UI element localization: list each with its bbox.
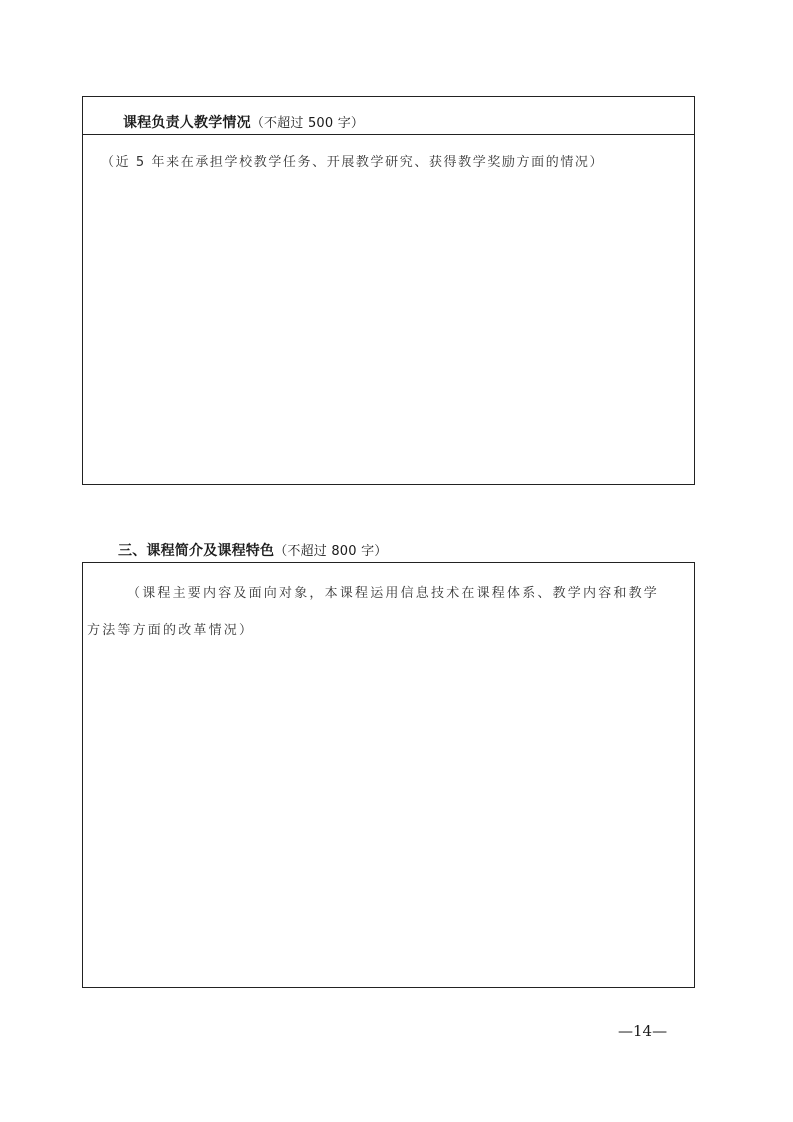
course-intro-heading [118, 540, 387, 560]
course-intro-word-limit: （不超过 800 字） [274, 544, 388, 559]
course-intro-hint-line2: 方法等方面的改革情况） [87, 623, 255, 638]
teacher-teaching-word-limit: （不超过 500 字） [250, 116, 365, 131]
teacher-teaching-table [82, 96, 695, 485]
course-intro-table [82, 562, 695, 988]
teacher-teaching-heading [123, 112, 364, 132]
teacher-teaching-title: 课程负责人教学情况 [123, 115, 251, 131]
teacher-teaching-hint: （近 5 年来在承担学校教学任务、开展教学研究、获得教学奖励方面的情况） [101, 155, 605, 170]
teacher-teaching-header-row [83, 97, 694, 135]
course-intro-title: 三、课程简介及课程特色 [118, 543, 275, 559]
course-intro-hint-line1: （课程主要内容及面向对象，本课程运用信息技术在课程体系、教学内容和教学 [127, 586, 660, 601]
page-number: —14— [618, 1022, 668, 1040]
